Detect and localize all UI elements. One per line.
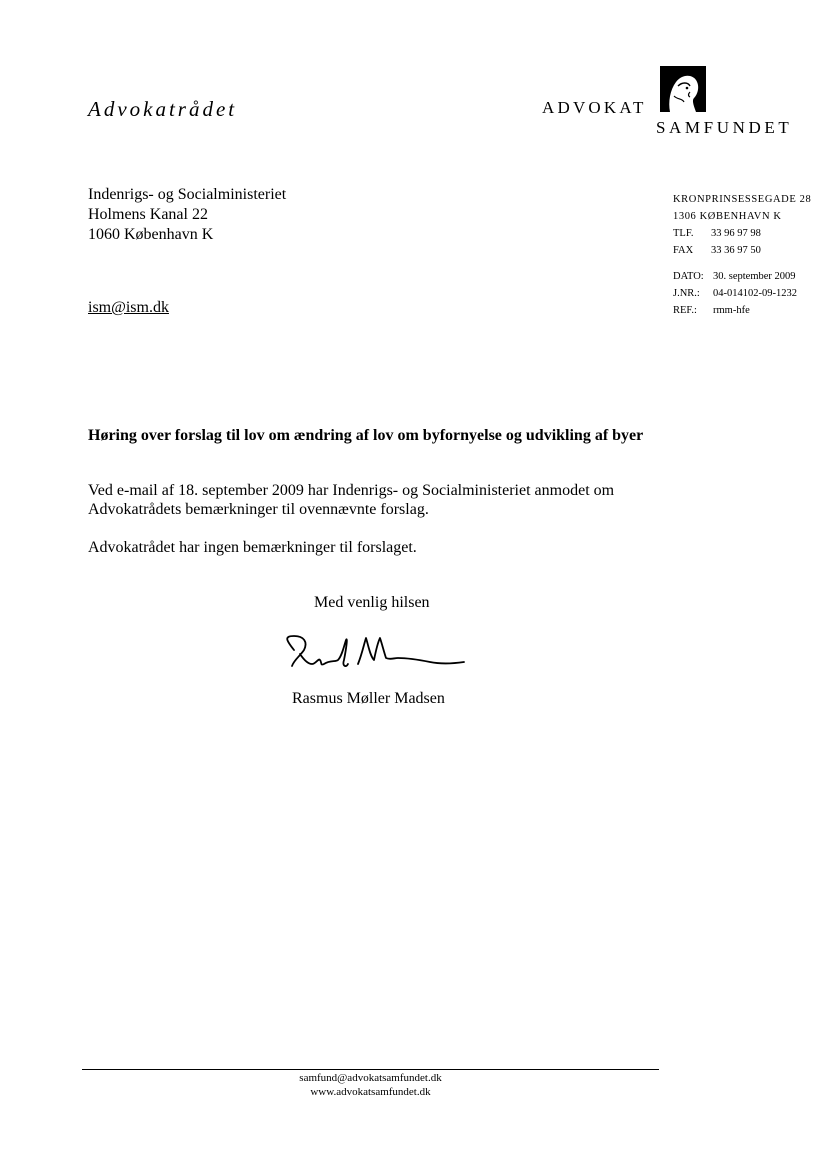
- fax-label: FAX: [673, 245, 694, 256]
- letter-paragraph: Ved e-mail af 18. september 2009 har Indenrigs- og Socialministeriet anmodet om Advokatrådets bemærkninger til ovennævnte forslag.: [88, 482, 615, 518]
- date-label: DATO:: [673, 271, 704, 282]
- recipient-line: Holmens Kanal 22: [88, 206, 208, 223]
- date-row: [673, 268, 823, 285]
- footer: [82, 1071, 659, 1099]
- jnr-row: [673, 285, 823, 302]
- signatory-name: Rasmus Møller Madsen: [292, 690, 445, 707]
- sender-fax-row: [673, 242, 823, 259]
- footer-email[interactable]: samfund@advokatsamfundet.dk: [299, 1072, 442, 1084]
- jnr-value: 04-014102-09-1232: [713, 288, 797, 299]
- sender-phone-row: [673, 225, 823, 242]
- date-value: 30. september 2009: [713, 271, 796, 282]
- council-name: Advokatrådet: [88, 97, 238, 121]
- letter-paragraph: Advokatrådet har ingen bemærkninger til forslaget.: [88, 539, 417, 556]
- handwritten-signature: [280, 630, 470, 682]
- phone-label: TLF.: [673, 228, 694, 239]
- sender-info-block: [673, 191, 823, 319]
- sender-street: KRONPRINSESSEGADE 28: [673, 194, 812, 205]
- closing-phrase: Med venlig hilsen: [314, 594, 430, 611]
- recipient-line: Indenrigs- og Socialministeriet: [88, 186, 287, 203]
- logo-text-samfundet: SAMFUNDET: [656, 118, 793, 137]
- jnr-label: J.NR.:: [673, 288, 700, 299]
- footer-divider: [82, 1069, 659, 1070]
- recipient-email-link[interactable]: ism@ism.dk: [88, 299, 169, 316]
- letter-subject: Høring over forslag til lov om ændring af lov om byfornyelse og udvikling af byer: [88, 427, 644, 444]
- ref-value: rmm-hfe: [713, 305, 750, 316]
- recipient-address: [88, 185, 286, 245]
- advokatsamfundet-emblem-icon: [660, 66, 706, 112]
- footer-website[interactable]: www.advokatsamfundet.dk: [310, 1086, 431, 1098]
- phone-value: 33 96 97 98: [711, 228, 761, 239]
- ref-row: [673, 302, 823, 319]
- logo-text-advokat: ADVOKAT: [542, 98, 647, 117]
- sender-city: 1306 KØBENHAVN K: [673, 211, 782, 222]
- recipient-line: 1060 København K: [88, 226, 214, 243]
- fax-value: 33 36 97 50: [711, 245, 761, 256]
- ref-label: REF.:: [673, 305, 697, 316]
